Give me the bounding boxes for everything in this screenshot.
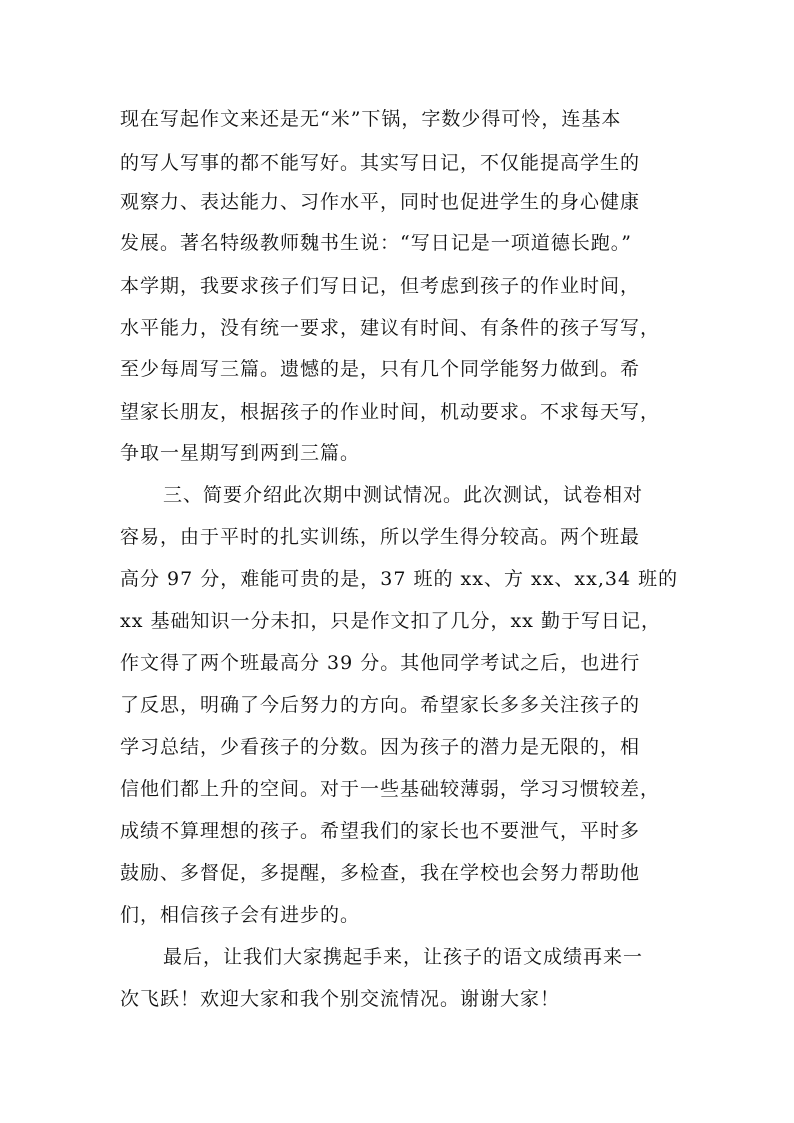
text-line: 水平能力，没有统一要求，建议有时间、有条件的孩子写写， xyxy=(120,317,661,339)
text-line: 现在写起作文来还是无“米”下锅，字数少得可怜，连基本 xyxy=(120,108,622,130)
text-line: 容易，由于平时的扎实训练，所以学生得分较高。两个班最 xyxy=(120,526,641,548)
text-line: 高分 97 分，难能可贵的是，37 班的 xx、方 xx、xx,34 班的 xyxy=(120,568,679,590)
text-line: 次飞跃！欢迎大家和我个别交流情况。谢谢大家！ xyxy=(120,988,561,1010)
text-line: 观察力、表达能力、习作水平，同时也促进学生的身心健康 xyxy=(120,191,641,213)
text-line: 们，相信孩子会有进步的。 xyxy=(120,904,361,926)
text-line: 三、简要介绍此次期中测试情况。此次测试，试卷相对 xyxy=(163,484,644,506)
text-line: 学习总结，少看孩子的分数。因为孩子的潜力是无限的，相 xyxy=(120,736,641,758)
text-line: 望家长朋友，根据孩子的作业时间，机动要求。不求每天写， xyxy=(120,401,661,423)
text-line: 成绩不算理想的孩子。希望我们的家长也不要泄气，平时多 xyxy=(120,820,641,842)
text-line: 争取一星期写到两到三篇。 xyxy=(120,442,361,464)
text-line: 本学期，我要求孩子们写日记，但考虑到孩子的作业时间， xyxy=(120,275,641,297)
text-line: 最后，让我们大家携起手来，让孩子的语文成绩再来一 xyxy=(163,946,644,968)
text-line: 的写人写事的都不能写好。其实写日记，不仅能提高学生的 xyxy=(120,152,641,174)
text-line: 发展。著名特级教师魏书生说：“写日记是一项道德长跑。” xyxy=(120,232,632,254)
text-line: 鼓励、多督促，多提醒，多检查，我在学校也会努力帮助他 xyxy=(120,862,641,884)
text-line: 信他们都上升的空间。对于一些基础较薄弱，学习习惯较差， xyxy=(120,778,661,800)
text-line: 作文得了两个班最高分 39 分。其他同学考试之后，也进行 xyxy=(120,652,641,674)
text-line: xx 基础知识一分未扣，只是作文扣了几分，xx 勤于写日记， xyxy=(120,610,661,632)
text-line: 了反思，明确了今后努力的方向。希望家长多多关注孩子的 xyxy=(120,694,641,716)
text-line: 至少每周写三篇。遗憾的是，只有几个同学能努力做到。希 xyxy=(120,358,641,380)
